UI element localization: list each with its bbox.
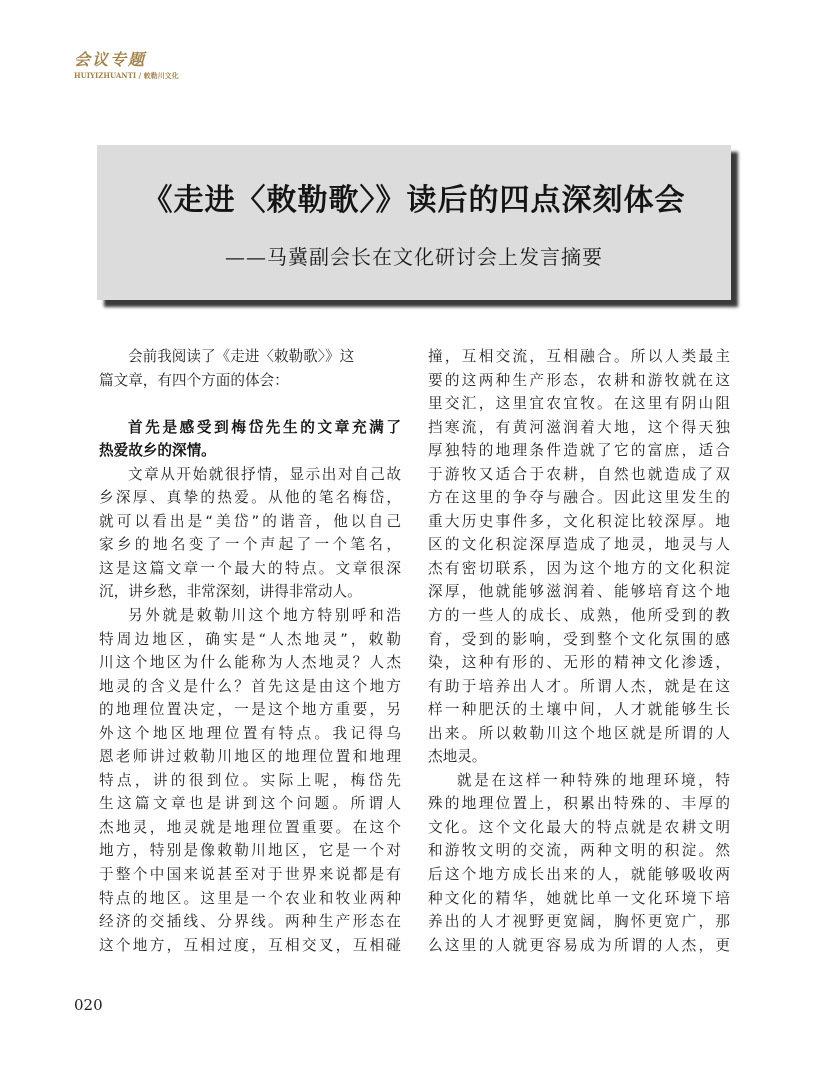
text-line: 特周边地区，确实是“人杰地灵”，敕勒: [99, 630, 401, 648]
text-line: 杰有密切联系，因为这个地方的文化积淀: [428, 559, 730, 577]
text-line: 挡寒流，有黄河滋润着大地，这个得天独: [428, 418, 730, 436]
text-line: 会前我阅读了《走进〈敕勒歌〉》这: [128, 348, 355, 365]
text-line: 生这篇文章也是讲到这个问题。所谓人: [99, 795, 401, 813]
text-line: 于整个中国来说甚至对于世界来说都是有: [99, 866, 401, 884]
text-line: 沉，讲乡愁，非常深刻，讲得非常动人。: [99, 583, 362, 601]
text-line: 这个地方，互相过度，互相交叉，互相碰: [99, 936, 401, 954]
text-line: 文化。这个文化最大的特点就是农耕文明: [428, 818, 730, 836]
text-line: 方的一些人的成长、成熟，他所受到的教: [428, 607, 730, 625]
section-title: 会议专题: [74, 50, 147, 69]
text-line: 这是这篇文章一个最大的特点。文章很深: [99, 559, 401, 577]
text-line: 川这个地区为什么能称为人杰地灵？人杰: [99, 654, 401, 672]
text-line: 热爱故乡的深情。: [99, 442, 216, 460]
text-line: 和游牧文明的交流，两种文明的积淀。然: [428, 842, 730, 860]
text-line: 地灵的含义是什么？首先这是由这个地方: [99, 677, 401, 695]
text-line: 殊的地理位置上，积累出特殊的、丰厚的: [428, 795, 730, 813]
text-line: 家乡的地名变了一个声起了一个笔名，: [99, 536, 401, 554]
section-header: [74, 50, 179, 81]
text-line: 乡深厚、真挚的热爱。从他的笔名梅岱，: [99, 489, 401, 507]
text-line: 外这个地区地理位置有特点。我记得乌: [99, 724, 401, 742]
text-line: 养出的人才视野更宽阔，胸怀更宽广，那: [428, 913, 730, 931]
text-line: 厚独特的地理条件造就了它的富庶，适合: [428, 442, 730, 460]
text-line: 有助于培养出人才。所谓人杰，就是在这: [428, 677, 730, 695]
text-line: 特点的地区。这里是一个农业和牧业两种: [99, 889, 401, 907]
text-line: 么这里的人就更容易成为所谓的人杰，更: [428, 936, 730, 954]
text-line: 首先是感受到梅岱先生的文章充满了: [128, 418, 401, 436]
text-line: 特点，讲的很到位。实际上呢，梅岱先: [99, 771, 401, 789]
text-line: 就可以看出是“美岱”的谐音，他以自己: [99, 512, 401, 530]
text-line: 染，这种有形的、无形的精神文化渗透，: [428, 654, 730, 672]
text-line: 深厚，他就能够滋润着、能够培育这个地: [428, 583, 730, 601]
text-line: 方在这里的争夺与融合。因此这里发生的: [428, 489, 730, 507]
page-number: 020: [74, 996, 103, 1014]
text-line: 的地理位置决定，一是这个地方重要，另: [99, 701, 401, 719]
text-line: 要的这两种生产形态，农耕和游牧就在这: [428, 371, 730, 389]
text-line: 经济的交插线、分界线。两种生产形态在: [99, 913, 401, 931]
text-line: 篇文章，有四个方面的体会：: [99, 371, 289, 389]
text-line: 杰地灵，地灵就是地理位置重要。在这个: [99, 818, 401, 836]
text-line: 种文化的精华，她就比单一文化环境下培: [428, 889, 730, 907]
text-line: 出来。所以敕勒川这个地区就是所谓的人: [428, 724, 730, 742]
left-column: [99, 345, 401, 957]
text-line: 里交汇，这里宜农宜牧。在这里有阴山阻: [428, 395, 730, 413]
text-line: 后这个地方成长出来的人，就能够吸收两: [428, 866, 730, 884]
text-line: 杰地灵。: [428, 748, 487, 766]
right-column: [428, 345, 730, 957]
text-line: 样一种肥沃的土壤中间，人才就能够生长: [428, 701, 730, 719]
text-line: 文章从开始就很抒情，显示出对自己故: [128, 465, 401, 483]
text-line: 重大历史事件多，文化积淀比较深厚。地: [428, 512, 730, 530]
article-subtitle: ——马冀副会长在文化研讨会上发言摘要: [225, 245, 603, 269]
text-line: 育，受到的影响，受到整个文化氛围的感: [428, 630, 730, 648]
text-line: 撞，互相交流，互相融合。所以人类最主: [428, 348, 730, 365]
text-line: 地方，特别是像敕勒川地区，它是一个对: [99, 842, 401, 860]
section-subtitle: HUIYIZHUANTI / 敕勒川文化: [74, 71, 179, 80]
article-title-box: [97, 145, 731, 300]
text-line: 另外就是敕勒川这个地方特别呼和浩: [128, 607, 401, 625]
article-title: 《走进〈敕勒歌〉》读后的四点深刻体会: [142, 183, 686, 218]
text-line: 于游牧又适合于农耕，自然也就造成了双: [428, 465, 730, 483]
text-line: 恩老师讲过敕勒川地区的地理位置和地理: [99, 748, 401, 766]
text-line: [99, 392, 401, 416]
text-line: 就是在这样一种特殊的地理环境，特: [457, 771, 730, 789]
text-line: 区的文化积淀深厚造成了地灵，地灵与人: [428, 536, 730, 554]
